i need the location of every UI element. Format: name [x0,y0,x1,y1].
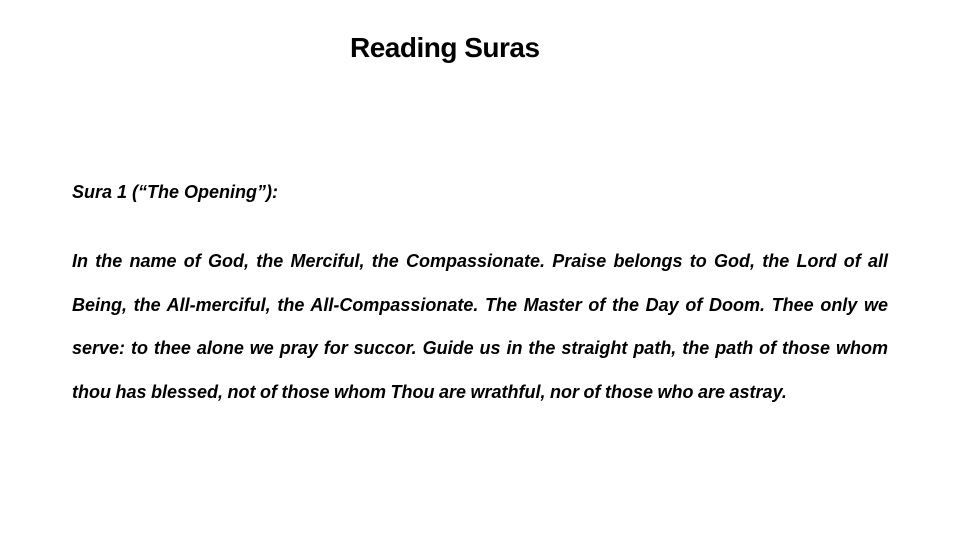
sura-text: In the name of God, the Merciful, the Compassionate. Praise belongs to God, the Lord of all Being, the All-merciful, the All-Compassionate. The Master of the Day of Doom. Thee only we serve: to thee alone we pray for succor. Guide us in the straight path, the path of those whom thou has blessed, not of those whom Thou are wrathful, nor of those who are astray. [72,251,888,402]
sura-heading: Sura 1 (“The Opening”): [72,182,279,202]
slide-title: Reading Suras [350,32,540,63]
